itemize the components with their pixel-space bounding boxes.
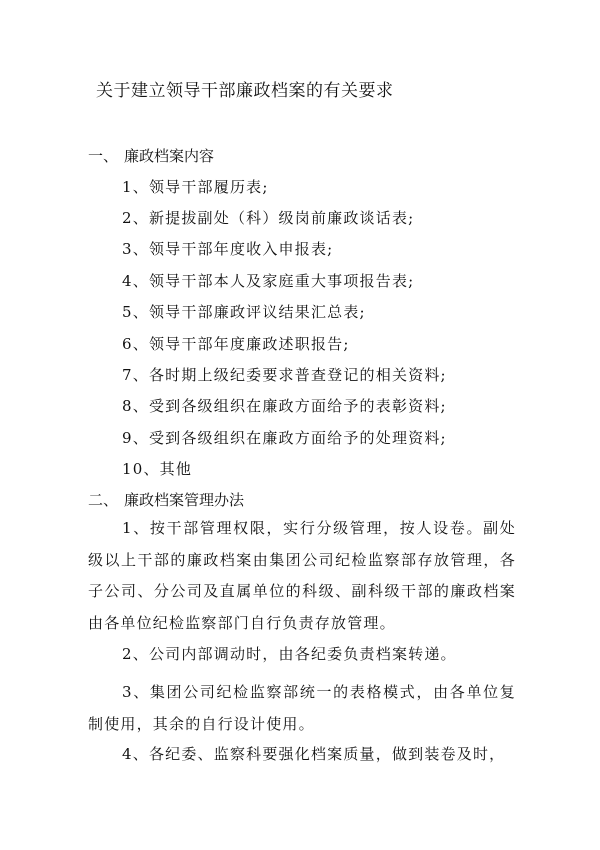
- section-1-title: 廉政档案内容: [124, 147, 215, 165]
- list-item: 3、领导干部年度收入申报表;: [122, 240, 334, 258]
- list-item: 4、领导干部本人及家庭重大事项报告表;: [122, 272, 415, 290]
- list-item: 5、领导干部廉政评议结果汇总表;: [122, 303, 366, 321]
- list-item: 6、领导干部年度廉政述职报告;: [122, 335, 350, 353]
- paragraph-3: 3、集团公司纪检监察部统一的表格模式，由各单位复制使用，其余的自行设计使用。: [88, 683, 516, 733]
- section-1-number: 一、: [88, 147, 119, 165]
- list-item: 10、其他: [122, 460, 193, 478]
- paragraph-2: 2、公司内部调动时，由各纪委负责档案转递。: [122, 645, 457, 663]
- paragraph-4: 4、各纪委、监察科要强化档案质量，做到装卷及时，: [122, 745, 506, 763]
- section-1-heading: [88, 145, 214, 166]
- paragraph-1: 1、按干部管理权限，实行分级管理，按人设卷。副处级以上干部的廉政档案由集团公司纪检监察部存放管理，各子公司、分公司及直属单位的科级、副科级干部的廉政档案由各单位纪检监察部门自行负责存放管理。: [88, 519, 516, 632]
- section-2-title: 廉政档案管理办法: [124, 491, 245, 509]
- list-item: 1、领导干部履历表;: [122, 178, 269, 196]
- list-item: 8、受到各级组织在廉政方面给予的表彰资料;: [122, 397, 447, 415]
- section-2-heading: [88, 489, 244, 510]
- list-item: 7、各时期上级纪委要求普查登记的相关资料;: [122, 366, 447, 384]
- document-title: 关于建立领导干部廉政档案的有关要求: [96, 81, 394, 101]
- section-2-number: 二、: [88, 491, 119, 509]
- list-item: 2、新提拔副处（科）级岗前廉政谈话表;: [122, 209, 415, 227]
- list-item: 9、受到各级组织在廉政方面给予的处理资料;: [122, 429, 447, 447]
